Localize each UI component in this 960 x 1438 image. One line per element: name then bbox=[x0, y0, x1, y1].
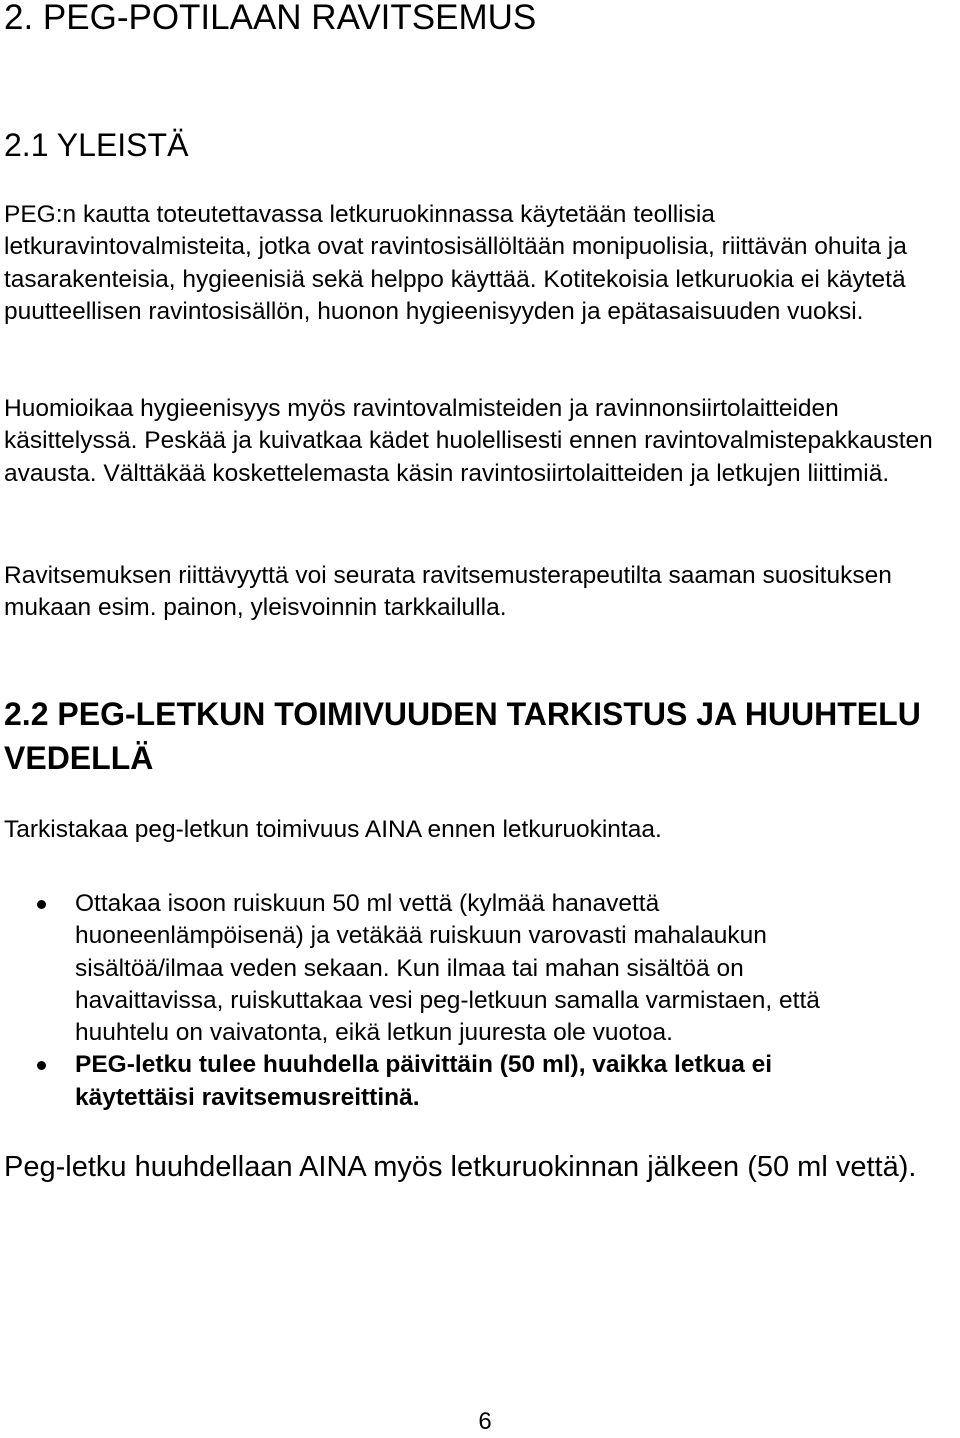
page-number: 6 bbox=[478, 1408, 492, 1435]
paragraph-check-intro: Tarkistakaa peg-letkun toimivuus AINA ennen letkuruokintaa. bbox=[4, 816, 662, 843]
section-title: 2. PEG-POTILAAN RAVITSEMUS bbox=[4, 0, 537, 37]
paragraph-products: PEG:n kautta toteutettavassa letkuruokinnassa käytetään teollisia letkuravintovalmisteita, jotka ovat ravintosisällöltään monipuolisia, riittävän ohuita ja tasarakenteisia, hygieenisiä sekä helppo käyttää. Kotitekoisia letkuruokia ei käytetä puutteellisen ravintosisällön, huonon hygieenisyyden ja epätasaisuuden vuoksi. bbox=[4, 201, 907, 325]
list-item-text: PEG-letku tulee huuhdella päivittäin (50 ml), vaikka letkua ei käytettäisi ravitsemusreittinä. bbox=[75, 1051, 773, 1111]
bullet-icon bbox=[37, 1061, 46, 1070]
paragraph-hygiene: Huomioikaa hygieenisyys myös ravintovalmisteiden ja ravinnonsiirtolaitteiden käsittelyssä. Peskää ja kuivatkaa kädet huolellisesti ennen ravintovalmistepakkausten avausta. Välttäkää koskettelemasta käsin ravintosiirtolaitteiden ja letkujen liittimiä. bbox=[4, 395, 933, 487]
list-item bbox=[0, 1049, 887, 1114]
instruction-list bbox=[0, 888, 960, 1114]
list-item bbox=[0, 888, 887, 1049]
subsection-title-general: 2.1 YLEISTÄ bbox=[4, 127, 189, 163]
paragraph-monitoring: Ravitsemuksen riittävyyttä voi seurata ravitsemusterapeutilta saaman suosituksen mukaan esim. painon, yleisvoinnin tarkkailulla. bbox=[4, 562, 892, 622]
bullet-icon bbox=[37, 900, 46, 909]
paragraph-closing: Peg-letku huuhdellaan AINA myös letkuruokinnan jälkeen (50 ml vettä). bbox=[4, 1151, 917, 1183]
subsection-title-flushing: 2.2 PEG-LETKUN TOIMIVUUDEN TARKISTUS JA HUUHTELU VEDELLÄ bbox=[4, 696, 921, 776]
list-item-text: Ottakaa isoon ruiskuun 50 ml vettä (kylmää hanavettä huoneenlämpöisenä) ja vetäkää ruiskuun varovasti mahalaukun sisältöä/ilmaa veden sekaan. Kun ilmaa tai mahan sisältöä on havaittavissa, ruiskuttakaa vesi peg-letkuun samalla varmistaen, että huuhtelu on vaivatonta, eikä letkun juuresta ole vuotoa. bbox=[75, 890, 820, 1047]
